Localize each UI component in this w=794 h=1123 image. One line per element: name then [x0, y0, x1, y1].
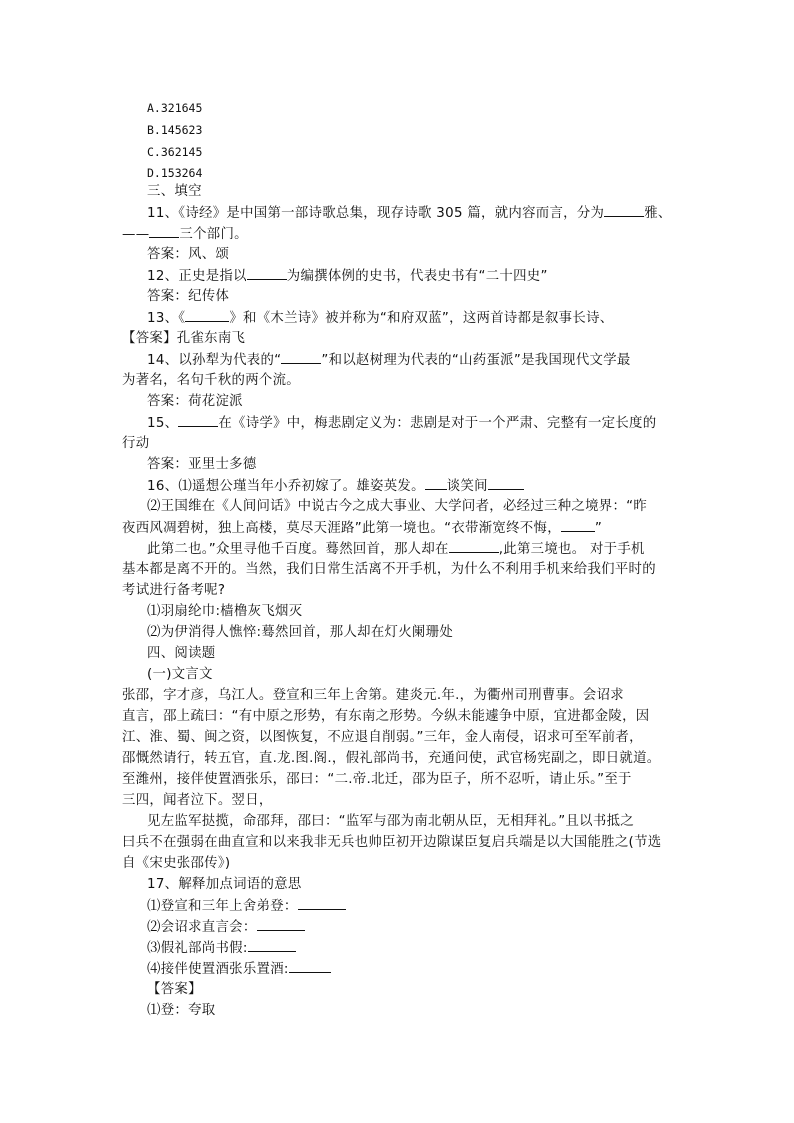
q11-line1: [147, 203, 672, 224]
q16-text-1a: 16、⑴遥想公瑾当年小乔初嫁了。雄姿英发。: [147, 479, 425, 494]
passage-line-2: 直言，邵上疏曰：“有中原之形势，有东南之形势。今纵未能遽争中原，宜进都金陵，因: [122, 709, 650, 724]
q11-text-4: 三个部门。: [179, 227, 248, 242]
passage-line-3: 江、淮、蜀、闽之资，以图恢复，不应退自削弱。”三年，金人南侵，诏求可至军前者，: [122, 730, 643, 745]
q16-blank-2: [488, 476, 524, 490]
q17-item-3-text: ⑶假礼部尚书假:: [147, 941, 248, 956]
passage-line-9: 自《宋史张邵传》): [122, 856, 231, 871]
q12-text-1: 12、正史是指以: [147, 269, 247, 284]
q16-answer-2: ⑵为伊消得人憔悴:蓦然回首，那人却在灯火阑珊处: [147, 625, 454, 640]
q15-line2: 行动: [122, 436, 150, 451]
q14-text-2: ”和以赵树理为代表的“山药蛋派”是我国现代文学最: [321, 353, 631, 368]
q16-answer-1: ⑴羽扇纶巾:樯橹灰飞烟灭: [147, 604, 303, 619]
q17-item-2: [147, 917, 305, 938]
q15-text-2: 在《诗学》中，梅悲剧定义为：悲剧是对于一个严肃、完整有一定长度的: [218, 416, 657, 431]
q13-answer: 【答案】孔雀东南飞: [122, 331, 246, 346]
passage-line-7: 见左监军挞揽，命邵拜，邵曰：“监军与邵为南北朝从臣，无相拜礼。”且以书抵之: [147, 814, 634, 829]
q16-text-4a: 此第二也。”众里寻他千百度。蓦然回首，那人却在: [147, 542, 449, 557]
q16-blank-1: [425, 476, 447, 490]
q17-item-4-text: ⑷接伴使置酒张乐置酒:: [147, 962, 289, 977]
q16-line2: ⑵王国维在《人间问话》中说古今之成大事业、大学问者，必经过三种之境界：“昨: [147, 499, 648, 514]
q12-answer: 答案：纪传体: [147, 289, 230, 304]
q13-blank: [185, 308, 229, 322]
q17-answer-label: 【答案】: [147, 982, 202, 997]
section-4-heading: 四、阅读题: [147, 646, 216, 661]
q11-text-3: ——: [122, 227, 150, 242]
option-b: B.145623: [147, 123, 203, 137]
q12-blank: [247, 266, 287, 280]
q17-title: 17、解释加点词语的意思: [147, 877, 302, 892]
q17-blank-1: [298, 896, 346, 910]
q16-line5: 基本都是离不开的。当然，我们日常生活离不开手机，为什么不利用手机来给我们平时的: [122, 562, 656, 577]
q11-text-1: 11、《诗经》是中国第一部诗歌总集，现存诗歌 305 篇，就内容而言，分为: [147, 206, 605, 221]
q17-blank-3: [248, 938, 296, 952]
q11-text-2: 雅、: [644, 206, 672, 221]
option-a: A.321645: [147, 101, 203, 115]
q14-line1: [147, 350, 631, 371]
q11-answer: 答案：风、颂: [147, 247, 230, 262]
q14-blank: [281, 350, 321, 364]
q16-text-1b: 谈笑间: [446, 479, 488, 494]
q11-blank-2: [149, 224, 179, 238]
q17-item-2-text: ⑵会诏求直言会：: [147, 920, 257, 935]
q17-blank-4: [289, 959, 331, 973]
q16-line1: [147, 476, 524, 497]
q14-answer: 答案：荷花淀派: [147, 394, 243, 409]
q16-text-3b: ”: [594, 521, 603, 536]
passage-line-4: 邵慨然请行，转五官，直.龙.图.阁.，假礼部尚书，充通问使，武官杨宪副之，即日就道。: [122, 751, 661, 766]
q16-text-4b: ,此第三境也。 对于手机: [498, 542, 645, 557]
q17-item-1: [147, 896, 346, 917]
q17-item-3: [147, 938, 296, 959]
q15-blank: [178, 413, 218, 427]
q16-blank-3: [561, 518, 595, 532]
passage-line-1: 张邵，字才彦，乌江人。登宣和三年上舍第。建炎元.年.，为衢州司刑曹事。会诏求: [122, 688, 624, 703]
q16-line6: 考试进行备考呢?: [122, 583, 226, 598]
q15-line1: [147, 413, 656, 434]
q14-line2: 为著名，名句千秋的两个流。: [122, 373, 300, 388]
q16-text-3a: 夜西风凋碧树，独上高楼，莫尽天涯路”此第一境也。“衣带渐宽终不悔，: [122, 521, 561, 536]
passage-line-6: 三四，闻者泣下。翌日，: [122, 793, 273, 808]
q15-answer: 答案：亚里士多德: [147, 457, 257, 472]
section-3-heading: 三、填空: [147, 184, 202, 199]
option-d: D.153264: [147, 166, 203, 180]
q14-text-1: 14、以孙犁为代表的“: [147, 353, 282, 368]
passage-line-8: 曰兵不在强弱在曲直宣和以来我非无兵也帅臣初开边隙谋臣复启兵端是以大国能胜之(节选: [122, 835, 662, 850]
q17-blank-2: [257, 917, 305, 931]
q12-line: [147, 266, 548, 287]
passage-line-5: 至潍州，接伴使置酒张乐，邵曰：“二.帝.北迁，邵为臣子，所不忍听，请止乐。”至于: [122, 772, 632, 787]
option-c: C.362145: [147, 145, 203, 159]
q16-blank-4: [449, 539, 499, 553]
q17-item-1-text: ⑴登宣和三年上舍弟登：: [147, 899, 298, 914]
q16-line4: [147, 539, 645, 560]
q16-line3: [122, 518, 602, 539]
q13-line: [147, 308, 613, 329]
q15-text-1: 15、: [147, 416, 179, 431]
q12-text-2: 为编撰体例的史书，代表史书有“二十四史”: [286, 269, 548, 284]
q17-answer-1: ⑴登：夸取: [147, 1003, 216, 1018]
q17-item-4: [147, 959, 331, 980]
q13-text-1: 13、《: [147, 311, 186, 326]
q11-blank-1: [604, 203, 644, 217]
q11-line2: [122, 224, 248, 245]
q13-text-2: 》和《木兰诗》被并称为“和府双蓝”，这两首诗都是叙事长诗、: [229, 311, 614, 326]
section-4-subheading: (一)文言文: [147, 667, 213, 682]
